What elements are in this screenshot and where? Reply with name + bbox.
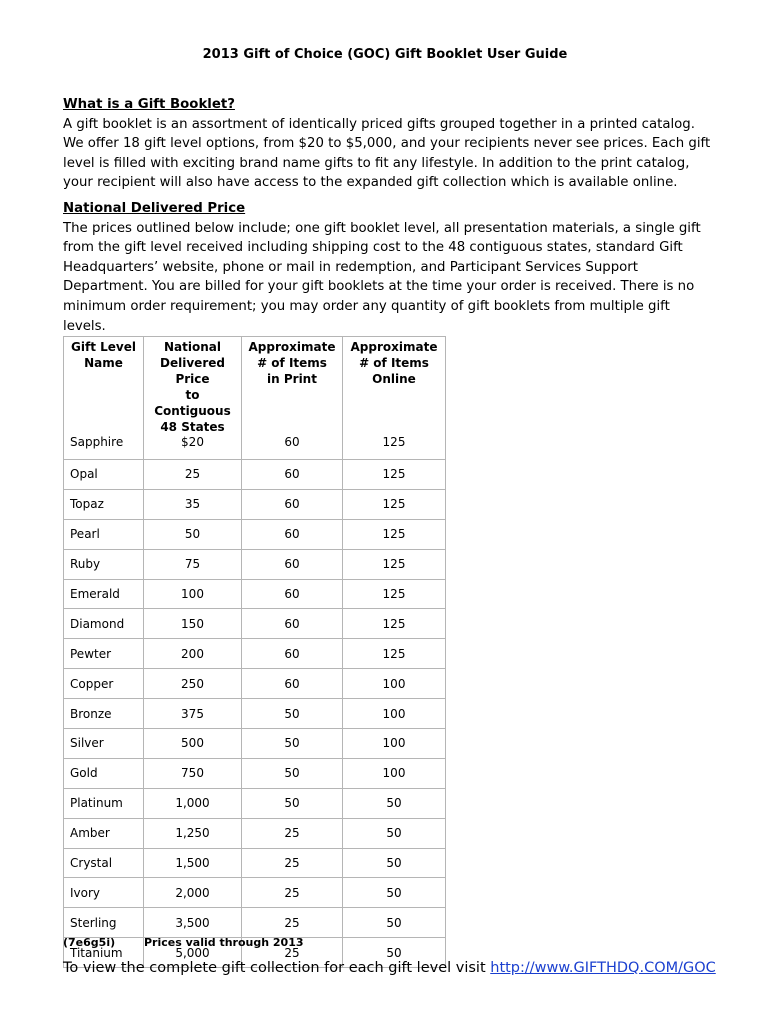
items-in-print-cell: 50 bbox=[242, 788, 343, 818]
table-row bbox=[64, 639, 446, 669]
table-row bbox=[64, 878, 446, 908]
items-in-print-cell: 60 bbox=[242, 460, 343, 490]
footer-line bbox=[63, 960, 716, 976]
items-in-print-cell: 25 bbox=[242, 878, 343, 908]
table-row bbox=[64, 788, 446, 818]
table-row bbox=[64, 848, 446, 878]
price-cell: 75 bbox=[144, 549, 242, 579]
items-online-cell: 125 bbox=[343, 549, 446, 579]
items-online-cell: 125 bbox=[343, 609, 446, 639]
price-cell: 150 bbox=[144, 609, 242, 639]
gift-level-name-cell: Titanium bbox=[64, 938, 144, 968]
items-in-print-cell: 50 bbox=[242, 729, 343, 759]
items-online-cell: 100 bbox=[343, 729, 446, 759]
items-in-print-cell: 60 bbox=[242, 549, 343, 579]
price-cell: 25 bbox=[144, 460, 242, 490]
items-in-print-cell: 25 bbox=[242, 818, 343, 848]
table-row bbox=[64, 435, 446, 460]
gift-level-name-cell: Emerald bbox=[64, 579, 144, 609]
gift-level-name-cell: Pewter bbox=[64, 639, 144, 669]
table-row bbox=[64, 460, 446, 490]
gift-level-name-cell: Platinum bbox=[64, 788, 144, 818]
prices-valid-note: Prices valid through 2013 bbox=[144, 936, 304, 949]
items-in-print-cell: 60 bbox=[242, 489, 343, 519]
gift-level-name-cell: Copper bbox=[64, 669, 144, 699]
price-cell: 35 bbox=[144, 489, 242, 519]
price-cell: 100 bbox=[144, 579, 242, 609]
gift-level-name-cell: Gold bbox=[64, 758, 144, 788]
price-cell: 1,250 bbox=[144, 818, 242, 848]
items-online-cell: 100 bbox=[343, 699, 446, 729]
gift-level-name-cell: Bronze bbox=[64, 699, 144, 729]
table-row bbox=[64, 669, 446, 699]
footer-text: To view the complete gift collection for each gift level visit bbox=[63, 960, 491, 976]
items-online-cell: 50 bbox=[343, 878, 446, 908]
gift-level-name-cell: Sapphire bbox=[64, 435, 144, 460]
items-online-cell: 125 bbox=[343, 489, 446, 519]
items-online-cell: 50 bbox=[343, 818, 446, 848]
table-row bbox=[64, 579, 446, 609]
items-online-cell: 125 bbox=[343, 460, 446, 490]
items-in-print-cell: 60 bbox=[242, 639, 343, 669]
items-in-print-cell: 25 bbox=[242, 908, 343, 938]
gift-level-name-cell: Amber bbox=[64, 818, 144, 848]
price-cell: 1,000 bbox=[144, 788, 242, 818]
gift-level-name-cell: Opal bbox=[64, 460, 144, 490]
section-body: A gift booklet is an assortment of identically priced gifts grouped together in a printed catalog. We offer 18 gift level options, from $20 to $5,000, and your recipients never see prices. Each gift level is filled with exciting brand name gifts to fit any lifestyle. In addition to the print catalog, your recipient will also have access to the expanded gift collection which is available online. bbox=[63, 116, 711, 191]
price-cell: 250 bbox=[144, 669, 242, 699]
items-in-print-cell: 25 bbox=[242, 938, 343, 968]
gift-level-name-cell: Crystal bbox=[64, 848, 144, 878]
items-online-cell: 125 bbox=[343, 639, 446, 669]
items-online-cell: 50 bbox=[343, 788, 446, 818]
table-row bbox=[64, 908, 446, 938]
table-row bbox=[64, 519, 446, 549]
items-in-print-cell: 60 bbox=[242, 609, 343, 639]
header-items-online: Approximate # of Items Online bbox=[343, 337, 446, 436]
price-cell: $20 bbox=[144, 435, 242, 460]
gift-level-table bbox=[63, 336, 446, 968]
price-cell: 500 bbox=[144, 729, 242, 759]
table-row bbox=[64, 818, 446, 848]
section-heading: National Delivered Price bbox=[63, 201, 246, 216]
price-cell: 5,000 bbox=[144, 938, 242, 968]
items-in-print-cell: 60 bbox=[242, 579, 343, 609]
gift-level-name-cell: Topaz bbox=[64, 489, 144, 519]
items-online-cell: 100 bbox=[343, 758, 446, 788]
table-row bbox=[64, 489, 446, 519]
section-body: The prices outlined below include; one gift booklet level, all presentation materials, a single gift from the gift level received including shipping cost to the 48 contiguous states, standard Gift Headquarters’ website, phone or mail in redemption, and Participant Services Support Department. You are billed for your gift booklets at the time your order is received. There is no minimum order requirement; you may order any quantity of gift booklets from multiple gift levels. bbox=[63, 220, 701, 334]
items-online-cell: 100 bbox=[343, 669, 446, 699]
page-title: 2013 Gift of Choice (GOC) Gift Booklet User Guide bbox=[202, 47, 568, 62]
header-items-in-print: Approximate # of Items in Print bbox=[242, 337, 343, 436]
gift-level-name-cell: Diamond bbox=[64, 609, 144, 639]
items-online-cell: 50 bbox=[343, 848, 446, 878]
gift-level-name-cell: Ivory bbox=[64, 878, 144, 908]
items-in-print-cell: 60 bbox=[242, 435, 343, 460]
section-what-is-gift-booklet bbox=[63, 95, 713, 193]
header-gift-level-name: Gift Level Name bbox=[64, 337, 144, 436]
header-national-delivered-price: National Delivered Price to Contiguous 48 States bbox=[144, 337, 242, 436]
items-online-cell: 50 bbox=[343, 938, 446, 968]
table-row bbox=[64, 729, 446, 759]
price-cell: 1,500 bbox=[144, 848, 242, 878]
items-in-print-cell: 50 bbox=[242, 758, 343, 788]
items-in-print-cell: 50 bbox=[242, 699, 343, 729]
items-online-cell: 125 bbox=[343, 519, 446, 549]
section-heading: What is a Gift Booklet? bbox=[63, 97, 235, 112]
table-header-row bbox=[64, 337, 446, 436]
items-online-cell: 125 bbox=[343, 435, 446, 460]
gift-collection-link[interactable]: http://www.GIFTHDQ.COM/GOC bbox=[490, 960, 716, 976]
table-row bbox=[64, 758, 446, 788]
price-cell: 2,000 bbox=[144, 878, 242, 908]
price-cell: 375 bbox=[144, 699, 242, 729]
gift-level-name-cell: Sterling bbox=[64, 908, 144, 938]
items-online-cell: 125 bbox=[343, 579, 446, 609]
price-cell: 3,500 bbox=[144, 908, 242, 938]
items-in-print-cell: 60 bbox=[242, 669, 343, 699]
gift-level-name-cell: Pearl bbox=[64, 519, 144, 549]
section-national-delivered-price bbox=[63, 199, 713, 336]
price-cell: 200 bbox=[144, 639, 242, 669]
table-row bbox=[64, 699, 446, 729]
gift-level-name-cell: Silver bbox=[64, 729, 144, 759]
items-in-print-cell: 25 bbox=[242, 848, 343, 878]
gift-level-name-cell: Ruby bbox=[64, 549, 144, 579]
table-body bbox=[64, 435, 446, 968]
price-cell: 50 bbox=[144, 519, 242, 549]
table-row bbox=[64, 549, 446, 579]
items-online-cell: 50 bbox=[343, 908, 446, 938]
price-cell: 750 bbox=[144, 758, 242, 788]
table-row bbox=[64, 609, 446, 639]
table-code: (7e6g5i) bbox=[63, 936, 116, 949]
items-in-print-cell: 60 bbox=[242, 519, 343, 549]
